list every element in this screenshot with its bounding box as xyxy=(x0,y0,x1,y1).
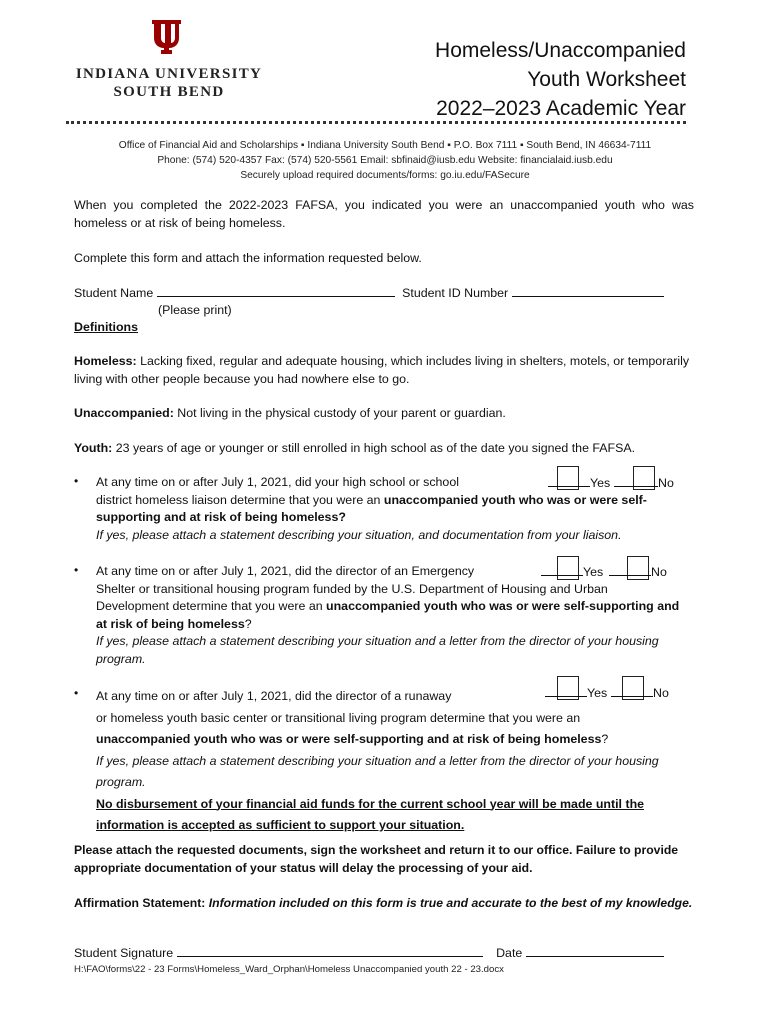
definitions-heading: Definitions xyxy=(74,320,139,334)
title-line-1: Homeless/Unaccompanied xyxy=(435,39,686,62)
print-note: (Please print) xyxy=(158,303,232,317)
q1-no-label: No xyxy=(658,476,674,490)
bullet-icon: • xyxy=(74,686,79,700)
q1-line-2-text: district homeless liaison determine that you were an xyxy=(96,492,384,507)
q3-note-1: If yes, please attach a statement describing your situation and a letter from the director of your housing xyxy=(96,753,659,768)
youth-text: 23 years of age or younger or still enrolled in high school as of the date you signed the FAFSA. xyxy=(112,441,636,455)
q2-line-4-bold: at risk of being homeless xyxy=(96,616,245,631)
disbursement-warning-2: information is accepted as sufficient to support your situation. xyxy=(96,818,465,832)
title-line-3: 2022–2023 Academic Year xyxy=(436,97,686,120)
title-line-2: Youth Worksheet xyxy=(527,68,686,91)
affirmation-statement xyxy=(74,894,694,912)
q3-no-line xyxy=(611,686,669,700)
q3-line-3-text: ? xyxy=(601,732,609,746)
q2-line-4-text: ? xyxy=(244,616,252,631)
office-contact-block xyxy=(60,138,710,183)
q1-line-2-bold: unaccompanied youth who was or were self- xyxy=(383,492,647,507)
q1-line-2 xyxy=(96,492,696,510)
student-id-label: Student ID Number xyxy=(402,286,509,300)
definition-unaccompanied xyxy=(74,404,694,422)
q2-line-3-text: Development determine that you were an xyxy=(96,599,327,613)
student-name-label: Student Name xyxy=(74,286,154,300)
q2-line-2: Shelter or transitional housing program funded by the U.S. Department of Housing and Urban xyxy=(96,581,608,596)
definition-homeless xyxy=(74,352,694,388)
q2-yes-label: Yes xyxy=(583,565,604,579)
q3-yes-label: Yes xyxy=(587,686,608,700)
q1-no-line xyxy=(614,476,674,490)
affirmation-label: Affirmation Statement: xyxy=(74,896,209,910)
q2-no-label: No xyxy=(651,565,667,579)
q2-line-4 xyxy=(96,616,696,634)
q3-line-1: At any time on or after July 1, 2021, did the director of a runaway xyxy=(96,689,452,703)
q1-note: If yes, please attach a statement describing your situation, and documentation from your liaison. xyxy=(96,527,622,542)
affirmation-text: Information included on this form is true and accurate to the best of my knowledge. xyxy=(208,896,693,910)
student-name-field[interactable] xyxy=(157,284,395,297)
date-label: Date xyxy=(496,946,523,960)
q3-line-3-bold: unaccompanied youth who was or were self-supporting and at risk of being homeless xyxy=(96,732,602,746)
unaccompanied-term: Unaccompanied: xyxy=(74,406,174,420)
instruction-text: Complete this form and attach the information requested below. xyxy=(74,251,422,265)
signature-label: Student Signature xyxy=(74,946,174,960)
q2-note-2: program. xyxy=(96,651,146,666)
q1-yes-line xyxy=(548,476,610,490)
unaccompanied-text: Not living in the physical custody of your parent or guardian. xyxy=(173,406,506,420)
q3-line-3 xyxy=(96,729,696,751)
definition-youth xyxy=(74,439,694,457)
q3-yes-line xyxy=(545,686,607,700)
question-3 xyxy=(96,686,696,837)
q3-no-label: No xyxy=(653,686,669,700)
page-title xyxy=(435,36,686,123)
closing-instruction: Please attach the requested documents, sign the worksheet and return it to our office. Failure to provide appropriate documentation of your status will delay the processing of your aid. xyxy=(74,843,679,875)
q3-line-2: or homeless youth basic center or transitional living program determine that you were an xyxy=(96,710,581,725)
intro-paragraph: When you completed the 2022-2023 FAFSA, you indicated you were an unaccompanied youth who was homeless or at risk of being homeless. xyxy=(74,198,694,230)
bullet-icon: • xyxy=(74,563,79,577)
university-name: INDIANA UNIVERSITY xyxy=(75,66,263,82)
campus-name: SOUTH BEND xyxy=(113,84,225,100)
q2-line-3-bold: unaccompanied youth who was or were self-supporting and xyxy=(326,599,680,613)
youth-term: Youth: xyxy=(74,441,113,455)
upload-info: Securely upload required documents/forms: go.iu.edu/FASecure xyxy=(240,170,530,181)
question-2 xyxy=(96,563,696,668)
q2-line-1: At any time on or after July 1, 2021, did the director of an Emergency xyxy=(96,564,475,578)
q1-line-3: supporting and at risk of being homeless? xyxy=(96,510,346,524)
date-field[interactable] xyxy=(526,944,664,957)
q1-line-1: At any time on or after July 1, 2021, did your high school or school xyxy=(96,475,459,489)
signature-field[interactable] xyxy=(177,944,483,957)
iu-trident-logo-icon xyxy=(151,18,185,56)
homeless-text: Lacking fixed, regular and adequate housing, which includes living in shelters, motels, or temporarily living with other people because you had nowhere else to go. xyxy=(74,354,690,386)
homeless-term: Homeless: xyxy=(74,354,137,368)
bullet-icon: • xyxy=(74,474,79,488)
office-address: Office of Financial Aid and Scholarships ▪ Indiana University South Bend ▪ P.O. Box 7111 ▪ South Bend, IN 46634-7111 xyxy=(118,140,652,151)
student-info-row xyxy=(74,284,694,302)
q3-note-2: program. xyxy=(96,775,146,789)
q2-no-line xyxy=(609,565,667,579)
q1-yes-label: Yes xyxy=(590,476,611,490)
signature-row xyxy=(74,944,694,962)
q2-note-1: If yes, please attach a statement describing your situation and a letter from the director of your housing xyxy=(96,634,659,648)
footer-file-path: H:\FAO\forms\22 - 23 Forms\Homeless_Ward_Orphan\Homeless Unaccompanied youth 22 - 23.docx xyxy=(74,964,504,975)
q2-line-3 xyxy=(96,598,696,616)
dotted-divider xyxy=(66,121,686,124)
q2-yes-line xyxy=(541,565,603,579)
student-id-field[interactable] xyxy=(512,284,664,297)
disbursement-warning-1: No disbursement of your financial aid funds for the current school year will be made until the xyxy=(96,796,645,811)
office-contact: Phone: (574) 520-4357 Fax: (574) 520-5561 Email: sbfinaid@iusb.edu Website: financialaid.iusb.edu xyxy=(157,155,613,166)
